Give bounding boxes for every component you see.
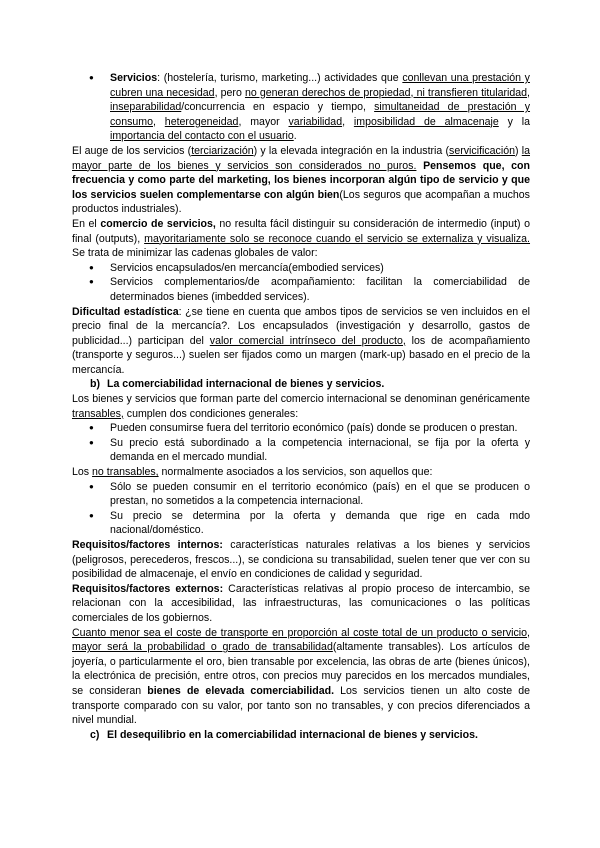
- no-transables-list: [72, 480, 530, 538]
- bold-text: comercio de servicios,: [100, 217, 216, 230]
- text: Los: [72, 466, 93, 479]
- text: no resulta fácil distinguir su consideración de intermedio (input) o final (outputs),: [72, 217, 530, 245]
- underlined-text: la mayor parte de los bienes y servicios son considerados no puros.: [72, 144, 530, 172]
- list-item: ● Pueden consumirse fuera del territorio económico (país) donde se producen o prestan.: [72, 421, 530, 436]
- paragraph-comercio-servicios: [72, 217, 530, 261]
- section-heading-c: [72, 728, 530, 743]
- underlined-text: no generan derechos de propiedad, ni transfieren titularidad: [244, 86, 528, 99]
- text: .: [293, 130, 297, 143]
- underlined-text: servicificación: [449, 144, 515, 157]
- list-item: ● Su precio se determina por la oferta y demanda que rige en cada mdo nacional/doméstico.: [72, 509, 530, 538]
- paragraph-no-transables: [72, 465, 530, 480]
- paragraph-dificultad-estadistica: [72, 305, 530, 378]
- text: , pero: [214, 86, 245, 99]
- underlined-text: importancia del contacto con el usuario: [110, 130, 294, 143]
- underlined-text: transables,: [72, 407, 124, 420]
- bold-text: Dificultad estadística: [72, 305, 179, 318]
- paragraph-requisitos-internos: [72, 538, 530, 582]
- underlined-text: heterogeneidad: [164, 115, 239, 128]
- text: ,: [153, 115, 165, 128]
- list-item: ● Servicios complementarios/de acompañamiento: facilitan la comerciabilidad de determinados bienes (imbedded services).: [72, 275, 530, 304]
- underlined-text: imposibilidad de almacenaje: [353, 115, 499, 128]
- document-body: [72, 71, 530, 742]
- paragraph-transables: [72, 392, 530, 421]
- section-title: El desequilibrio en la comerciabilidad internacional de bienes y servicios.: [107, 728, 478, 741]
- text: los de acompañamiento (transporte y seguros...) suelen ser fijados como un margen (mark-up) basado en el precio de la mercancía.: [72, 334, 530, 376]
- text: , mayor: [238, 115, 289, 128]
- text: Se trata de minimizar las cadenas globales de valor:: [72, 247, 318, 260]
- bold-text: Requisitos/factores internos:: [72, 539, 223, 551]
- text: ) y la elevada integración en la industria (: [253, 144, 450, 157]
- bold-text: Requisitos/factores externos:: [72, 582, 224, 595]
- underlined-text: variabilidad: [288, 115, 343, 128]
- text: El auge de los servicios (: [72, 144, 192, 157]
- text: ): [514, 144, 522, 157]
- transables-list: [72, 421, 530, 465]
- text: (Los seguros que acompañan a muchos productos industriales).: [72, 188, 530, 216]
- text: normalmente asociados a los servicios, son aquellos que:: [158, 466, 433, 479]
- underlined-text: valor comercial intrínseco del producto,: [209, 334, 406, 347]
- text: características naturales relativas a los bienes y servicios (peligrosos, perecederos, frescos...), se condiciona su transabilidad, suelen tener que ver con su posibilidad de almacenaje, el envío en condiciones de calidad y seguridad.: [72, 539, 530, 581]
- underlined-text: inseparabilidad: [110, 101, 182, 114]
- paragraph-terciarizacion: [72, 144, 530, 217]
- bold-text: bienes de elevada comerciabilidad.: [147, 684, 335, 697]
- text: : (hostelería, turismo, marketing...) actividades que: [157, 72, 403, 84]
- section-title: La comerciabilidad internacional de bienes y servicios.: [107, 378, 385, 391]
- text: y la: [498, 115, 531, 128]
- underlined-text: simultaneidad de prestación y consumo: [110, 101, 531, 128]
- list-item: ● Sólo se pueden consumir en el territorio económico (país) en el que se producen o prestan, no sometidos a la competencia internacional.: [72, 480, 530, 509]
- text: En el: [72, 217, 101, 230]
- underlined-text: mayoritariamente solo se reconoce cuando el servicio se externaliza y visualiza.: [144, 232, 531, 245]
- underlined-text: no transables,: [92, 466, 159, 479]
- value-chain-list: [72, 261, 530, 305]
- paragraph-requisitos-externos: [72, 582, 530, 626]
- text: Los servicios tienen un alto coste de transporte comparado con su valor, por tanto son no transables, y con precios diferenciados a nivel mundial.: [72, 684, 530, 727]
- text: Características relativas al propio proceso de intercambio, se relacionan con la accesibilidad, las infraestructuras, las comunicaciones o las políticas comerciales de los gobiernos.: [72, 582, 530, 624]
- text: ,: [342, 115, 354, 128]
- text: ,: [527, 86, 530, 99]
- bold-text: Pensemos que, con frecuencia y como parte del marketing, los bienes incorporan algún tipo de servicio y que los servicios suelen complementarse con algún bien: [72, 159, 530, 201]
- text: /concurrencia en espacio y tiempo,: [181, 101, 375, 114]
- section-heading-b: [72, 377, 530, 392]
- term-servicios: Servicios: [110, 72, 158, 84]
- services-definition-item: [72, 71, 530, 144]
- text: : ¿se tiene en cuenta que ambos tipos de servicios se ven incluidos en el precio final de la mercancía?. Los encapsulados (investigación y desarrollo, gastos de publicidad...) participan del: [72, 305, 531, 347]
- list-item: ● Servicios encapsulados/en mercancía(embodied services): [72, 261, 530, 276]
- text: (altamente transables). Los artículos de joyería, o particularmente el oro, bien transable por excelencia, las obras de arte (bienes únicos), la electrónica de precisión, entre otros, con precios muy parecidos en los mercados mundiales, se consideran: [72, 641, 530, 697]
- underlined-text: terciarización: [191, 144, 254, 157]
- section-label: b): [90, 378, 100, 391]
- paragraph-coste-transporte: [72, 626, 530, 728]
- underlined-text: conllevan una prestación y cubren una necesidad: [110, 72, 530, 99]
- underlined-text: Cuanto menor sea el coste de transporte en proporción al coste total de un producto o servicio, mayor será la probabilidad o grado de transabilidad: [72, 626, 530, 654]
- section-label: c): [90, 728, 100, 741]
- list-item: ● Su precio está subordinado a la competencia internacional, se fija por la oferta y demanda en el mercado mundial.: [72, 436, 530, 465]
- text: cumplen dos condiciones generales:: [123, 407, 299, 420]
- text: Los bienes y servicios que forman parte del comercio internacional se denominan genéricamente: [72, 393, 530, 406]
- services-list: [72, 71, 530, 144]
